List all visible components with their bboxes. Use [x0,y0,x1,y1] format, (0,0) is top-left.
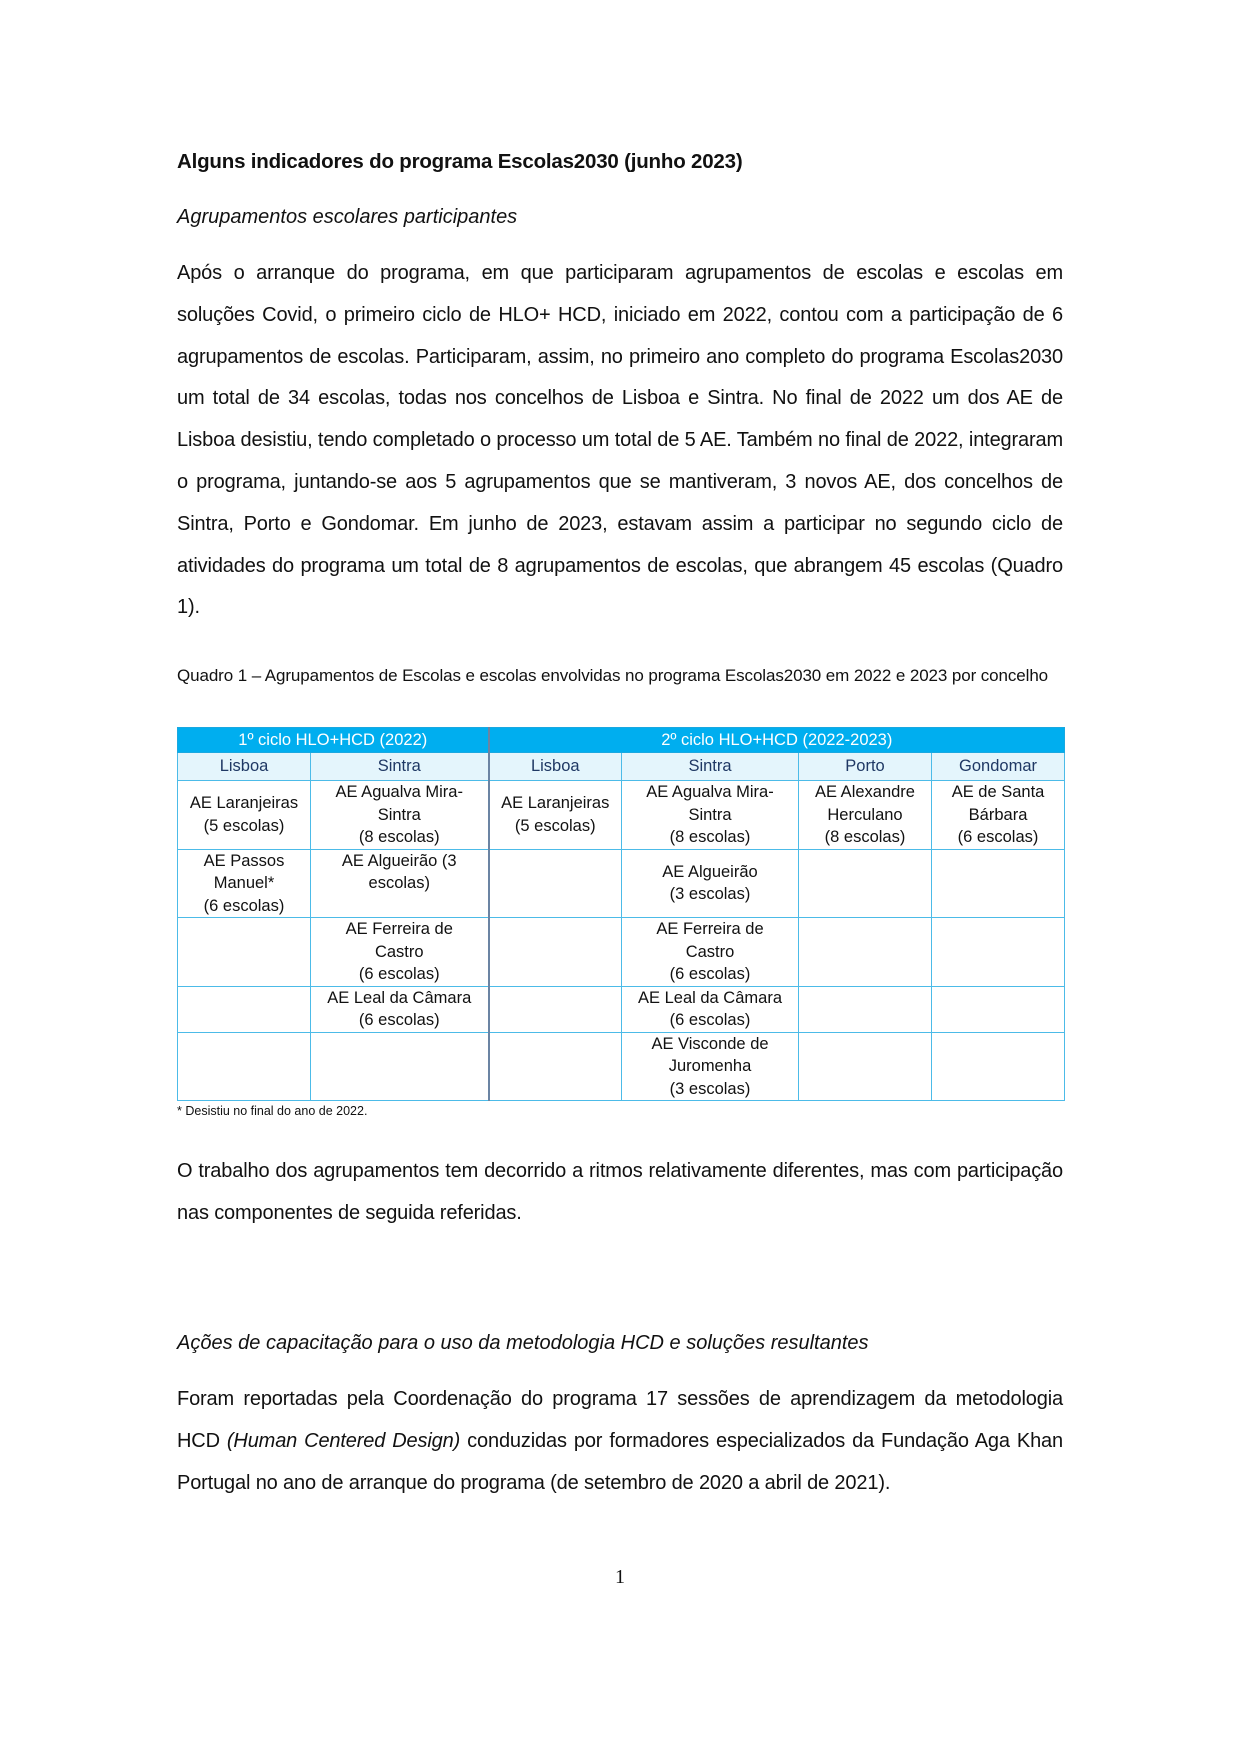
table-cell: AE Agualva Mira- Sintra (8 escolas) [311,781,489,850]
column-header: Lisboa [489,753,622,781]
table-cell: AE Agualva Mira- Sintra (8 escolas) [622,781,799,850]
table-cell-empty [799,849,932,918]
participants-paragraph: Após o arranque do programa, em que participaram agrupamentos de escolas e escolas em soluções Covid, o primeiro ciclo de HLO+ HCD, iniciado em 2022, contou com a participação de 6 agrupamentos de escolas. Participaram, assim, no primeiro ano completo do programa Escolas2030 um total de 34 escolas, todas nos concelhos de Lisboa e Sintra. No final de 2022 um dos AE de Lisboa desistiu, tendo completado o processo um total de 5 AE. Também no final de 2022, integraram o programa, juntando-se aos 5 agrupamentos que se mantiveram, 3 novos AE, dos concelhos de Sintra, Porto e Gondomar. Em junho de 2023, estavam assim a participar no segundo ciclo de atividades do programa um total de 8 agrupamentos de escolas, que abrangem 45 escolas (Quadro 1). [177,262,1063,619]
schools-table [177,727,1065,1101]
table-cell-empty [799,1032,932,1101]
table-cell: AE Visconde de Juromenha (3 escolas) [622,1032,799,1101]
column-header: Sintra [311,753,489,781]
table-column-header-row [178,753,1065,781]
table-cell: AE Ferreira de Castro (6 escolas) [311,918,489,987]
table-cell-empty [178,918,311,987]
table-cell: AE Leal da Câmara (6 escolas) [311,986,489,1032]
table-cell-empty [178,1032,311,1101]
table-row [178,918,1065,987]
table-cell-empty [799,918,932,987]
table-cell-empty [489,1032,622,1101]
hcd-italic-term: (Human Centered Design) [226,1429,461,1452]
table-cell-empty [799,986,932,1032]
table-row [178,986,1065,1032]
table-group-header-row [178,728,1065,753]
training-paragraph: Foram reportadas pela Coordenação do programa 17 sessões de aprendizagem da metodologia HCD (Human Centered Design) conduzidas por formadores especializados da Fundação Aga Khan Portugal no ano de arranque do programa (de setembro de 2020 a abril de 2021). [177,1388,1063,1494]
page-number: 1 [615,1566,625,1588]
table-cell: AE Algueirão (3 escolas) [311,849,489,918]
table-cell-empty [489,986,622,1032]
document-title: Alguns indicadores do programa Escolas2030 (junho 2023) [177,150,743,173]
table-cell: AE Ferreira de Castro (6 escolas) [622,918,799,987]
section-heading-training: Ações de capacitação para o uso da metodologia HCD e soluções resultantes [177,1332,869,1354]
table-row [178,781,1065,850]
table-cell-empty [932,986,1065,1032]
section-heading-participants: Agrupamentos escolares participantes [177,206,518,228]
table-cell-empty [932,849,1065,918]
table-cell-empty [489,918,622,987]
table-cell: AE Laranjeiras (5 escolas) [489,781,622,850]
table-cell: AE Alexandre Herculano (8 escolas) [799,781,932,850]
table-cell-empty [932,918,1065,987]
column-header: Lisboa [178,753,311,781]
table-cell-empty [932,1032,1065,1101]
group-header-cycle-2: 2º ciclo HLO+HCD (2022-2023) [489,728,1065,753]
table-cell: AE de Santa Bárbara (6 escolas) [932,781,1065,850]
table-caption: Quadro 1 – Agrupamentos de Escolas e escolas envolvidas no programa Escolas2030 em 2022 e 2023 por concelho [177,666,1049,685]
work-pace-paragraph: O trabalho dos agrupamentos tem decorrido a ritmos relativamente diferentes, mas com participação nas componentes de seguida referidas. [177,1160,1063,1224]
column-header: Gondomar [932,753,1065,781]
table-row [178,849,1065,918]
table-cell-empty [178,986,311,1032]
table-cell: AE Leal da Câmara (6 escolas) [622,986,799,1032]
column-header: Porto [799,753,932,781]
table-cell: AE Passos Manuel* (6 escolas) [178,849,311,918]
table-cell-empty [311,1032,489,1101]
table-cell: AE Laranjeiras (5 escolas) [178,781,311,850]
group-header-cycle-1: 1º ciclo HLO+HCD (2022) [178,728,489,753]
table-row [178,1032,1065,1101]
table-footnote: * Desistiu no final do ano de 2022. [177,1104,368,1118]
column-header: Sintra [622,753,799,781]
table-cell-empty [489,849,622,918]
table-cell: AE Algueirão (3 escolas) [622,849,799,918]
